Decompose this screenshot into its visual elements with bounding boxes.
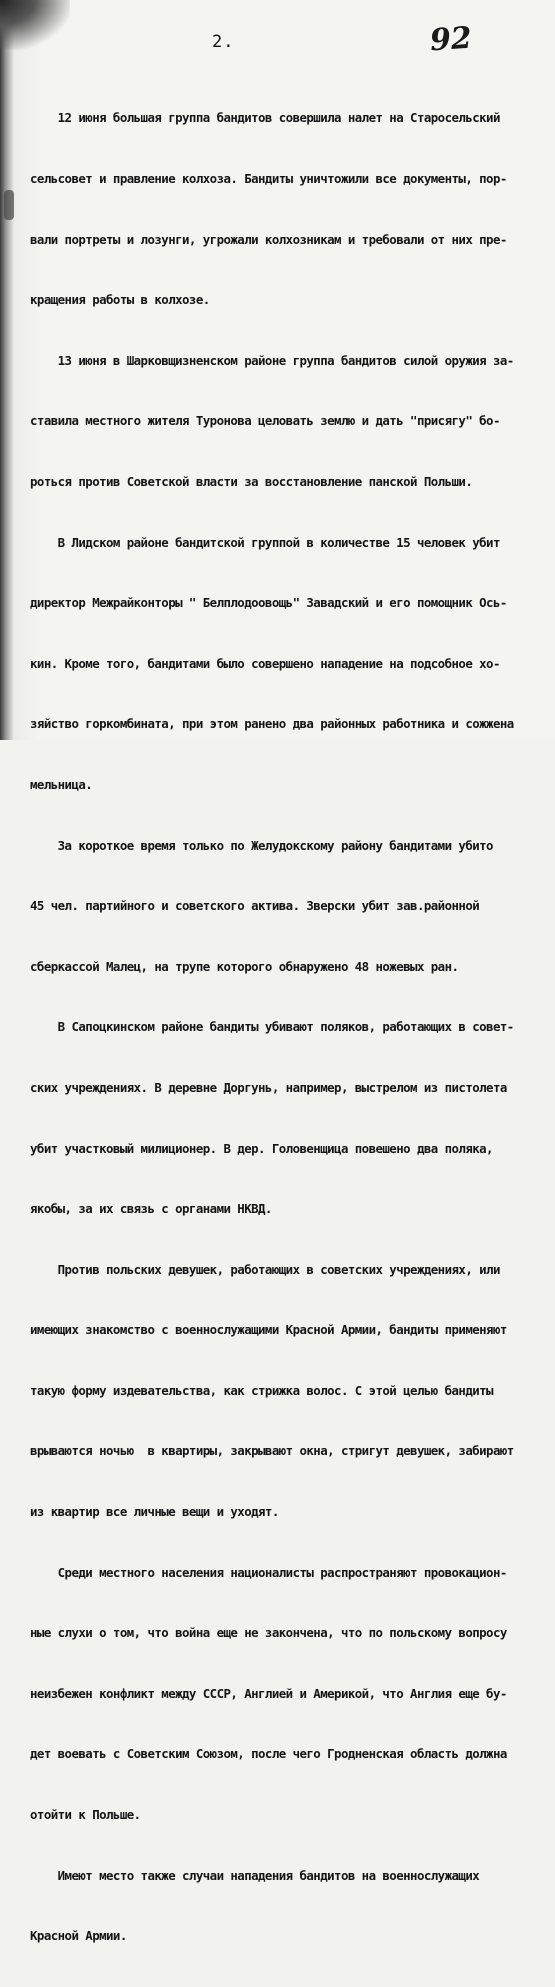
document-body	[30, 68, 536, 1987]
text-line: сельсовет и правление колхоза. Бандиты уничтожили все документы, пор-	[30, 171, 507, 186]
text-line: В Сапоцкинском районе бандиты убивают поляков, работающих в совет-	[30, 1019, 514, 1035]
text-line: Красной Армии.	[30, 1928, 127, 1944]
text-line: 13 июня в Шарковщизненском районе группа бандитов силой оружия за-	[30, 352, 514, 368]
text-line: из квартир все личные вещи и уходят.	[30, 1504, 279, 1520]
text-line: В Лидском районе бандитской группой в количестве 15 человек убит	[30, 534, 500, 550]
text-line: кращения работы в колхозе.	[30, 292, 210, 308]
text-line: За короткое время только по Желудокскому району бандитами убито	[30, 837, 493, 853]
text-line: отойти к Польше.	[30, 1807, 141, 1823]
text-line: якобы, за их связь с органами НКВД.	[30, 1201, 272, 1217]
text-line: ные слухи о том, что война еще не закончена, что по польскому вопросу	[30, 1625, 507, 1641]
scan-shadow	[4, 190, 14, 220]
text-line: убит участковый милиционер. В дер. Головенщица повешено два поляка,	[30, 1140, 493, 1156]
text-line: неизбежен конфликт между СССР, Англией и Америкой, что Англия еще бу-	[30, 1685, 507, 1701]
text-line: Имеют место также случаи нападения бандитов на военнослужащих	[30, 1867, 480, 1883]
text-line: дет воевать с Советским Союзом, после чего Гродненская область должна	[30, 1746, 507, 1762]
text-line: ских учреждениях. В деревне Доргунь, например, выстрелом из пистолета	[30, 1079, 507, 1095]
text-line: имеющих знакомство с военнослужащими Красной Армии, бандиты применяют	[30, 1322, 507, 1338]
text-line: роться против Советской власти за восстановление панской Польши.	[30, 473, 473, 489]
text-line: директор Межрайконторы " Белплодоовощь" Завадский и его помощник Ось-	[30, 595, 507, 611]
text-line: ставила местного жителя Туронова целовать землю и дать "присягу" бо-	[30, 413, 500, 429]
text-line: Среди местного населения националисты распространяют провокацион-	[30, 1564, 507, 1580]
text-line: Против польских девушек, работающих в советских учреждениях, или	[30, 1261, 500, 1277]
text-line: такую форму издевательства, как стрижка волос. С этой целью бандиты	[30, 1382, 493, 1398]
text-line: мельница.	[30, 776, 93, 792]
archive-sheet-number: 92	[428, 20, 473, 59]
text-line: 12 июня большая группа бандитов совершила налет на Старосельский	[30, 110, 500, 126]
text-line: 45 чел. партийного и советского актива. Зверски убит зав.районной	[30, 898, 480, 914]
page-number: 2.	[212, 32, 235, 52]
text-line: врываются ночью в квартиры, закрывают окна, стригут девушек, забирают	[30, 1443, 514, 1459]
text-line: сберкассой Малец, на трупе которого обнаружено 48 ножевых ран.	[30, 958, 459, 974]
text-line: кин. Кроме того, бандитами было совершено нападение на подсобное хо-	[30, 655, 500, 671]
text-line: зяйство горкомбината, при этом ранено два районных работника и сожжена	[30, 716, 514, 732]
text-line: вали портреты и лозунги, угрожали колхозникам и требовали от них пре-	[30, 231, 507, 247]
